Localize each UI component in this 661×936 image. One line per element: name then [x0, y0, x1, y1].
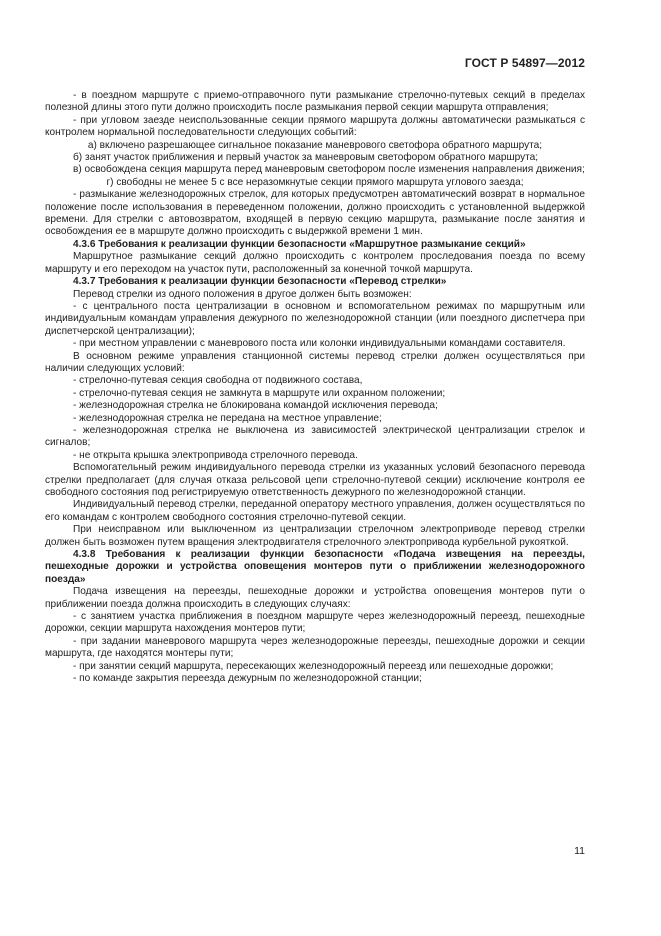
section-heading-4-3-7: 4.3.7 Требования к реализации функции безопасности «Перевод стрелки»: [73, 276, 447, 288]
list-item: - при угловом заезде неиспользованные секции прямого маршрута должны автоматически размыкаться с контролем нормальной последовательности следующих событий:: [45, 114, 585, 139]
sub-item-c: в) освобождена секция маршрута перед маневровым светофором после изменения направления движения;: [73, 164, 585, 176]
list-item: - стрелочно-путевая секция свободна от подвижного состава,: [73, 375, 363, 387]
section-heading-4-3-6: 4.3.6 Требования к реализации функции безопасности «Маршрутное размыкание секций»: [73, 238, 526, 250]
paragraph: Подача извещения на переезды, пешеходные дорожки и устройства оповещения монтеров пути о приближении поезда должна происходить в следующих случаях:: [45, 586, 585, 610]
list-item: - железнодорожная стрелка не блокирована командой исключения перевода;: [73, 400, 438, 412]
paragraph: При неисправном или выключенном из централизации стрелочном электроприводе перевод стрелки должен быть возможен путем вращения электродвигателя стрелочного электропривода курбельной рукояткой.: [45, 524, 585, 548]
list-item: - при задании маневрового маршрута через железнодорожные переезды, пешеходные дорожки и секции маршрута, где находятся монтеры пути;: [45, 635, 585, 660]
list-item: - с центрального поста централизации в основном и вспомогательном режимах по маршрутным или индивидуальным командам управления дежурного по железнодорожной станции (или поездного диспетчера при диспетчерской централизации);: [45, 300, 585, 337]
list-item: - при местном управлении с маневрового поста или колонки индивидуальными командами составителя.: [73, 338, 566, 350]
document-standard-number: ГОСТ Р 54897—2012: [464, 56, 585, 70]
sub-item-a: а) включено разрешающее сигнальное показание маневрового светофора обратного маршрута;: [87, 139, 543, 151]
list-item: - размыкание железнодорожных стрелок, для которых предусмотрен автоматический возврат в нормальное положение после использования в переведенном положении, должно происходить с установленной выдержкой времени. Для стрелки с автовозвратом, входящей в первую секцию маршрута, размыкание после занятия и освобождения ее в маршруте должно происходить с выдержкой времени 1 мин.: [45, 189, 585, 238]
list-item: - по команде закрытия переезда дежурным по железнодорожной станции;: [73, 673, 422, 685]
list-item: - железнодорожная стрелка не передана на местное управление;: [73, 412, 382, 424]
paragraph: Перевод стрелки из одного положения в другое должен быть возможен:: [73, 288, 412, 300]
document-body: [45, 90, 585, 686]
list-item: - стрелочно-путевая секция не замкнута в маршруте или охранном положении;: [73, 387, 446, 399]
list-item: - с занятием участка приближения в поездном маршруте через железнодорожный переезд, пешеходные дорожки, секции маршрута нахождения монтеров пути;: [45, 611, 585, 635]
page-number: 11: [574, 845, 585, 857]
list-item: - при занятии секций маршрута, пересекающих железнодорожный переезд или пешеходные дорожки;: [73, 660, 554, 672]
paragraph: Индивидуальный перевод стрелки, переданной оператору местного управления, должен осуществляться по его командам с контролем свободного состояния стрелочно-путевой секции.: [45, 499, 585, 523]
list-item: - не открыта крышка электропривода стрелочного перевода.: [73, 449, 358, 461]
section-heading-4-3-8: 4.3.8 Требования к реализации функции безопасности «Подача извещения на переезды, пешеходные дорожки и устройства оповещения монтеров пути о приближении железнодорожного поезда»: [45, 549, 585, 585]
paragraph: Вспомогательный режим индивидуального перевода стрелки из указанных условий безопасного перевода стрелки предполагает (для случая отказа рельсовой цепи стрелочно-путевой секции) исключение контроля ее свободного состояния под регистрируемую ответственность дежурного по железнодорожной станции.: [45, 462, 585, 498]
sub-item-d: г) свободны не менее 5 с все неразомкнутые секции прямого маршрута углового заезда;: [106, 176, 524, 188]
list-item: - в поездном маршруте с приемо-отправочного пути размыкание стрелочно-путевых секций в пределах полезной длины этого пути должно происходить после размыкания первой секции маршрута отправления;: [45, 90, 585, 114]
sub-item-b: б) занят участок приближения и первый участок за маневровым светофором обратного маршрута;: [73, 152, 539, 164]
paragraph: Маршрутное размыкание секций должно происходить с контролем проследования поезда по всему маршруту и его переходом на участок пути, расположенный за конечной точкой маршрута.: [45, 251, 585, 275]
paragraph: В основном режиме управления станционной системы перевод стрелки должен осуществляться при наличии следующих условий:: [45, 350, 585, 374]
list-item: - железнодорожная стрелка не выключена из зависимостей электрической централизации стрелок и сигналов;: [45, 424, 585, 449]
